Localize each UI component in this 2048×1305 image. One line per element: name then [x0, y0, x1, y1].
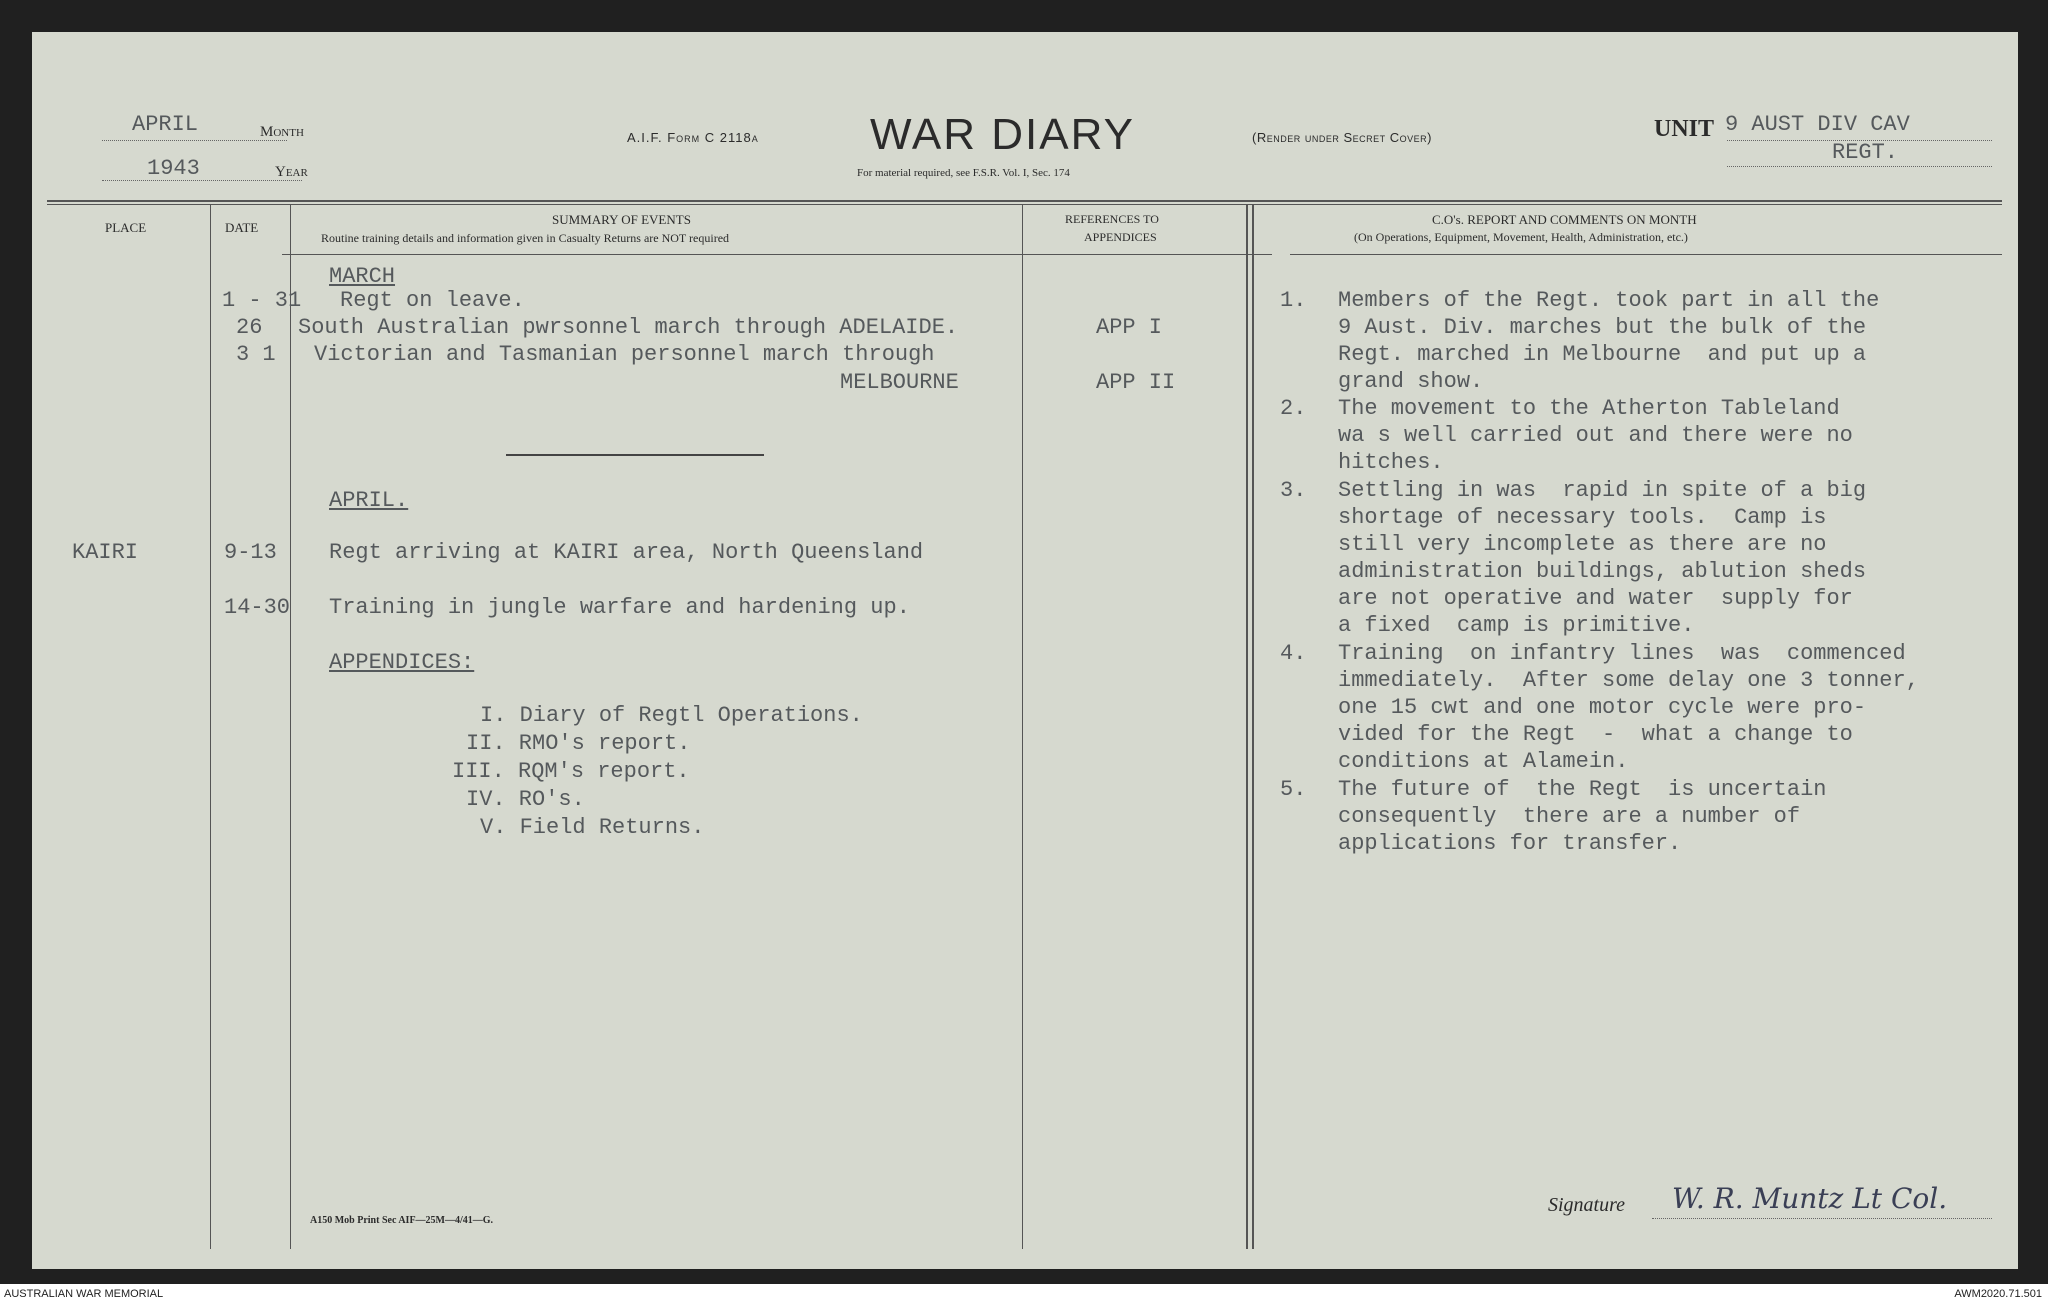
signature: W. R. Muntz Lt Col.: [1672, 1182, 1948, 1215]
col-date: DATE: [225, 220, 259, 235]
report-3-line: Settling in was rapid in spite of a big: [1338, 478, 1867, 503]
event-1-date: 1 - 31: [222, 288, 302, 313]
event-3-date: 3 1: [236, 342, 276, 367]
secret-note: (Render under Secret Cover): [1252, 130, 1432, 145]
double-rule-left: [1246, 204, 1248, 1249]
archive-footer: [0, 1284, 2048, 1305]
section-divider: [506, 454, 764, 456]
year-value: 1943: [147, 156, 200, 181]
event-2-text: South Australian pwrsonnel march through ADELAIDE.: [298, 315, 959, 340]
report-4-line: conditions at Alamein.: [1338, 749, 1629, 774]
report-4-line: Training on infantry lines was commenced: [1338, 641, 1906, 666]
diary-page: [32, 32, 2018, 1269]
unit-dotline-2: [1727, 166, 1992, 167]
event-3-ref: APP II: [1096, 370, 1176, 395]
header-underline-report: [1290, 254, 2002, 255]
report-4-line: one 15 cwt and one motor cycle were pro-: [1338, 695, 1867, 720]
place-date-rule: [210, 204, 211, 1249]
appendix-item: II. RMO's report.: [466, 731, 691, 756]
march-heading: MARCH: [329, 264, 396, 289]
signature-label: Signature: [1548, 1194, 1626, 1216]
month-label: Month: [260, 124, 304, 140]
event-4-place: KAIRI: [72, 540, 139, 565]
col-place: PLACE: [105, 220, 147, 235]
top-rule-2: [47, 204, 2002, 205]
appendix-item: III. RQM's report.: [452, 759, 690, 784]
col-summary-title: SUMMARY OF EVENTS: [552, 212, 691, 227]
report-1-number: 1.: [1280, 288, 1307, 313]
col-report-title: C.O's. REPORT AND COMMENTS ON MONTH: [1432, 212, 1697, 227]
col-refs-line1: REFERENCES TO: [1065, 212, 1159, 226]
header-underline-summary: [282, 254, 1272, 255]
report-1-line: grand show.: [1338, 369, 1484, 394]
appendix-item: I. Diary of Regtl Operations.: [480, 703, 863, 728]
unit-value-line2: REGT.: [1832, 140, 1899, 165]
report-3-line: a fixed camp is primitive.: [1338, 613, 1695, 638]
event-5-text: Training in jungle warfare and hardening up.: [329, 595, 910, 620]
double-rule-right: [1252, 204, 1254, 1249]
report-1-line: Regt. marched in Melbourne and put up a: [1338, 342, 1867, 367]
report-2-line: wa s well carried out and there were no: [1338, 423, 1853, 448]
year-label: Year: [275, 164, 308, 180]
appendices-heading: APPENDICES:: [329, 650, 475, 675]
report-3-line: administration buildings, ablution sheds: [1338, 559, 1867, 584]
report-3-number: 3.: [1280, 478, 1307, 503]
material-note: For material required, see F.S.R. Vol. I, Sec. 174: [857, 167, 1070, 179]
report-3-line: still very incomplete as there are no: [1338, 532, 1827, 557]
archive-id: AWM2020.71.501: [1954, 1288, 2042, 1300]
report-4-line: immediately. After some delay one 3 tonner,: [1338, 668, 1919, 693]
event-1-text: Regt on leave.: [340, 288, 525, 313]
date-summary-rule: [290, 204, 291, 1249]
event-5-date: 14-30: [224, 595, 291, 620]
report-1-line: 9 Aust. Div. marches but the bulk of the: [1338, 315, 1867, 340]
form-label: A.I.F. Form C 2118a: [627, 130, 759, 145]
report-3-line: are not operative and water supply for: [1338, 586, 1853, 611]
appendix-item: IV. RO's.: [466, 787, 585, 812]
report-2-number: 2.: [1280, 396, 1307, 421]
col-refs-line2: APPENDICES: [1084, 230, 1157, 244]
year-dotline: [102, 180, 302, 181]
report-4-number: 4.: [1280, 641, 1307, 666]
report-5-line: The future of the Regt is uncertain: [1338, 777, 1827, 802]
print-code: A150 Mob Print Sec AIF—25M—4/41—G.: [310, 1215, 494, 1226]
col-summary-note: Routine training details and information given in Casualty Returns are NOT required: [321, 231, 730, 245]
report-5-line: applications for transfer.: [1338, 831, 1682, 856]
report-2-line: hitches.: [1338, 450, 1444, 475]
event-2-date: 26: [236, 315, 263, 340]
unit-value-line1: 9 AUST DIV CAV: [1725, 112, 1910, 137]
event-4-text: Regt arriving at KAIRI area, North Queensland: [329, 540, 924, 565]
top-rule-1: [47, 200, 2002, 202]
report-4-line: vided for the Regt - what a change to: [1338, 722, 1853, 747]
event-3-text-cont: MELBOURNE: [840, 370, 959, 395]
unit-label: UNIT: [1654, 116, 1715, 142]
april-heading: APRIL.: [329, 488, 409, 513]
summary-refs-rule: [1022, 204, 1023, 1249]
report-2-line: The movement to the Atherton Tableland: [1338, 396, 1840, 421]
archive-source: AUSTRALIAN WAR MEMORIAL: [4, 1288, 164, 1300]
page-title: WAR DIARY: [870, 110, 1135, 159]
signature-dotline: [1652, 1218, 1992, 1219]
month-value: APRIL: [132, 112, 199, 137]
event-3-text: Victorian and Tasmanian personnel march through: [314, 342, 935, 367]
report-5-line: consequently there are a number of: [1338, 804, 1801, 829]
appendix-item: V. Field Returns.: [480, 815, 705, 840]
col-report-note: (On Operations, Equipment, Movement, Health, Administration, etc.): [1354, 230, 1688, 244]
report-1-line: Members of the Regt. took part in all the: [1338, 288, 1880, 313]
report-3-line: shortage of necessary tools. Camp is: [1338, 505, 1827, 530]
report-5-number: 5.: [1280, 777, 1307, 802]
event-2-ref: APP I: [1096, 315, 1163, 340]
event-4-date: 9-13: [224, 540, 277, 565]
